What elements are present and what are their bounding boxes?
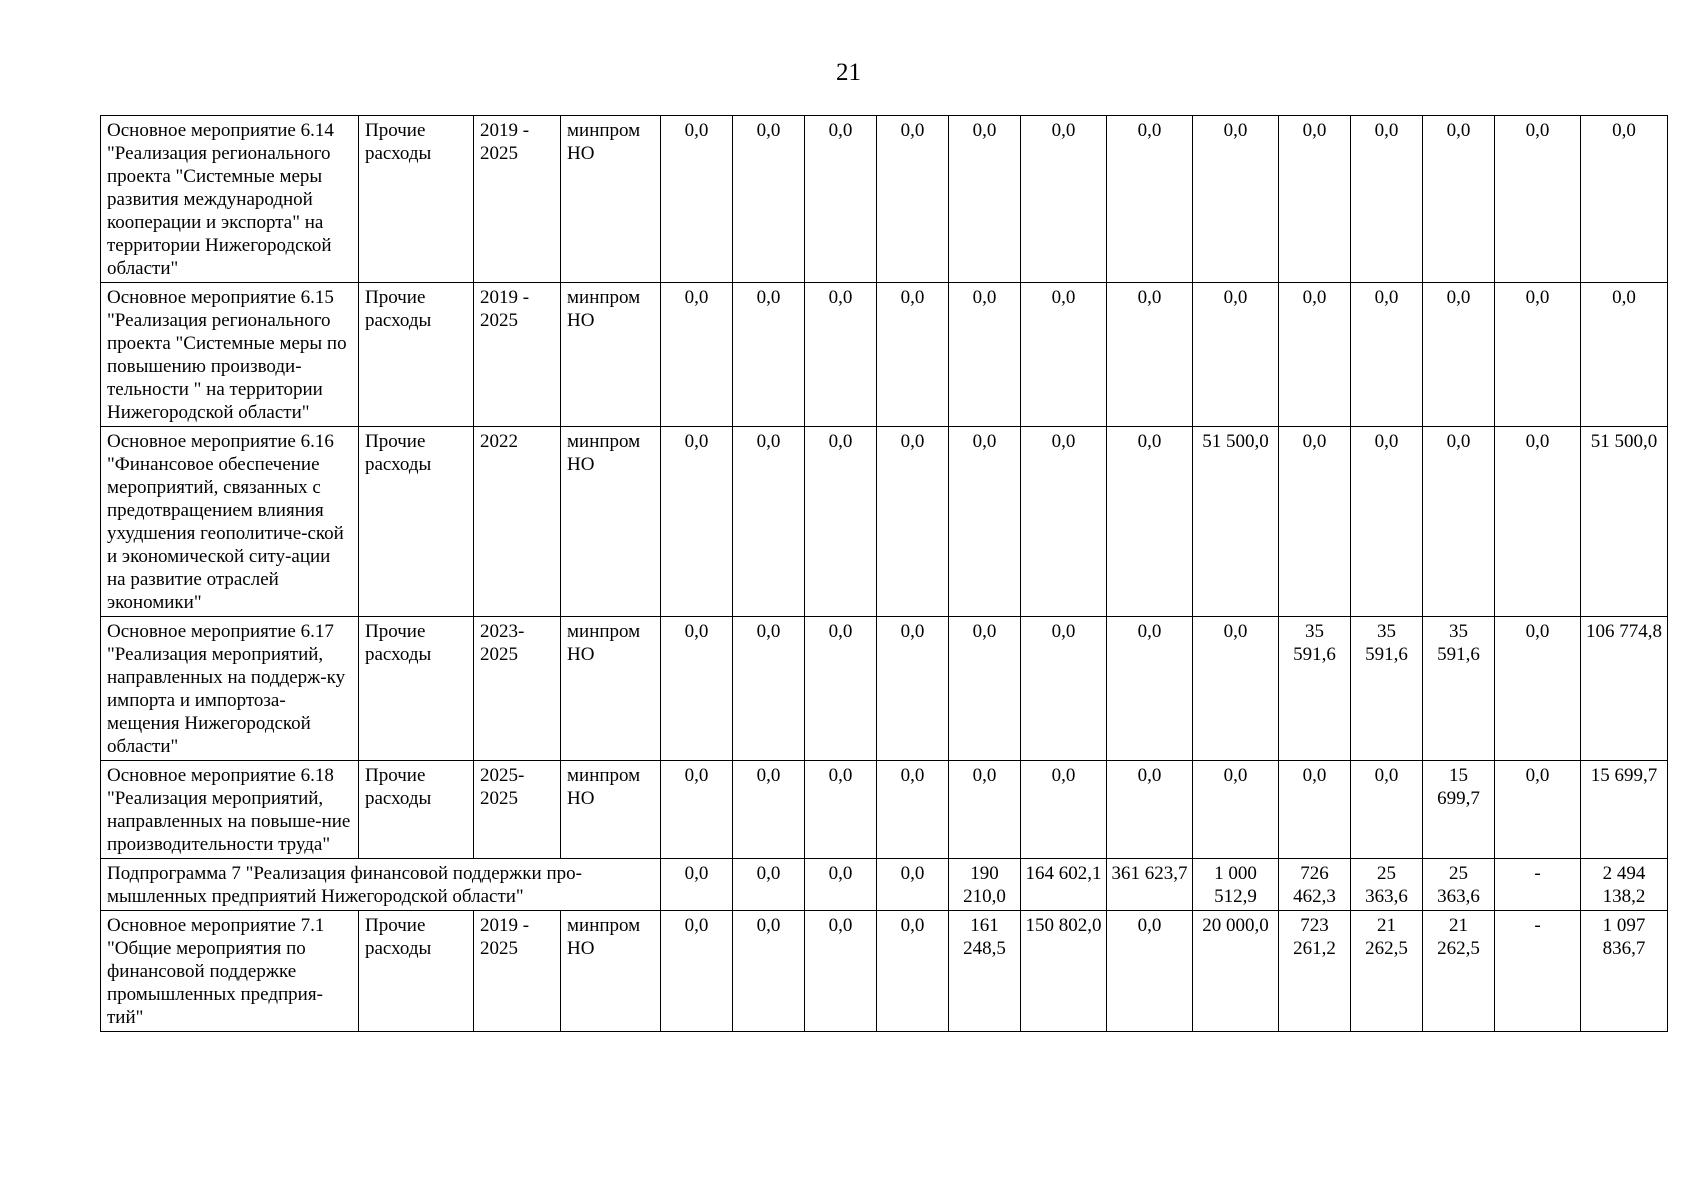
value-cell: 21 262,5 <box>1351 911 1423 1032</box>
value-cell: 35 591,6 <box>1351 617 1423 761</box>
value-cell: 361 623,7 <box>1107 859 1193 911</box>
value-cell: 1 000 512,9 <box>1193 859 1279 911</box>
expense-category-cell: Прочие расходы <box>359 761 474 859</box>
activity-name-cell: Основное мероприятие 6.14 "Реализация регионального проекта "Системные меры развития международной кооперации и экспорта" на территории Нижегородской области" <box>101 116 359 283</box>
value-cell: 0,0 <box>1107 283 1193 427</box>
value-cell: 0,0 <box>1279 427 1351 617</box>
period-cell: 2019 - 2025 <box>474 116 561 283</box>
value-cell: 0,0 <box>733 859 805 911</box>
value-cell: 0,0 <box>1423 116 1495 283</box>
value-cell: 0,0 <box>1107 427 1193 617</box>
value-cell: 723 261,2 <box>1279 911 1351 1032</box>
value-cell: 0,0 <box>877 911 949 1032</box>
value-cell: 0,0 <box>1581 283 1668 427</box>
period-cell: 2019 - 2025 <box>474 911 561 1032</box>
value-cell: 0,0 <box>805 116 877 283</box>
value-cell: 0,0 <box>1107 617 1193 761</box>
value-cell: 106 774,8 <box>1581 617 1668 761</box>
value-cell: 0,0 <box>805 617 877 761</box>
value-cell: 0,0 <box>805 859 877 911</box>
value-cell: 0,0 <box>1021 761 1107 859</box>
value-cell: 164 602,1 <box>1021 859 1107 911</box>
value-cell: 51 500,0 <box>1193 427 1279 617</box>
value-cell: 0,0 <box>1021 617 1107 761</box>
value-cell: 161 248,5 <box>949 911 1021 1032</box>
value-cell: 0,0 <box>661 116 733 283</box>
value-cell: 0,0 <box>1193 283 1279 427</box>
value-cell: 0,0 <box>805 427 877 617</box>
table-row <box>101 427 1668 617</box>
value-cell: 0,0 <box>661 761 733 859</box>
activity-name-cell: Основное мероприятие 7.1 "Общие мероприятия по финансовой поддержке промышленных предприя-тий" <box>101 911 359 1032</box>
value-cell: 0,0 <box>1495 427 1581 617</box>
executor-cell: минпром НО <box>561 116 661 283</box>
value-cell: 25 363,6 <box>1351 859 1423 911</box>
value-cell: 0,0 <box>733 427 805 617</box>
period-cell: 2019 - 2025 <box>474 283 561 427</box>
value-cell: 0,0 <box>1021 283 1107 427</box>
value-cell: 2 494 138,2 <box>1581 859 1668 911</box>
executor-cell: минпром НО <box>561 911 661 1032</box>
value-cell: 0,0 <box>1581 116 1668 283</box>
expense-category-cell: Прочие расходы <box>359 427 474 617</box>
expense-category-cell: Прочие расходы <box>359 911 474 1032</box>
value-cell: 0,0 <box>733 911 805 1032</box>
value-cell: 0,0 <box>1351 283 1423 427</box>
value-cell: 0,0 <box>949 116 1021 283</box>
table-row <box>101 911 1668 1032</box>
table-row <box>101 761 1668 859</box>
value-cell: 0,0 <box>1423 427 1495 617</box>
value-cell: 0,0 <box>1021 116 1107 283</box>
value-cell: 0,0 <box>1495 761 1581 859</box>
activity-name-cell: Основное мероприятие 6.16 "Финансовое обеспечение мероприятий, связанных с предотвращением влияния ухудшения геополитиче-ской и экономической ситу-ации на развитие отраслей экономики" <box>101 427 359 617</box>
subprogram-name-cell: Подпрограмма 7 "Реализация финансовой поддержки про-мышленных предприятий Нижегородской области" <box>101 859 661 911</box>
value-cell: 726 462,3 <box>1279 859 1351 911</box>
executor-cell: минпром НО <box>561 617 661 761</box>
value-cell: 0,0 <box>877 427 949 617</box>
value-cell: 0,0 <box>949 427 1021 617</box>
value-cell: 0,0 <box>661 617 733 761</box>
value-cell: 0,0 <box>1107 761 1193 859</box>
value-cell: 0,0 <box>877 283 949 427</box>
value-cell: 0,0 <box>877 859 949 911</box>
value-cell: 0,0 <box>805 283 877 427</box>
value-cell: 0,0 <box>661 859 733 911</box>
value-cell: 0,0 <box>661 911 733 1032</box>
value-cell: 0,0 <box>733 761 805 859</box>
value-cell: 0,0 <box>733 283 805 427</box>
table-row <box>101 617 1668 761</box>
value-cell: - <box>1495 859 1581 911</box>
value-cell: 0,0 <box>1193 617 1279 761</box>
value-cell: 0,0 <box>1107 116 1193 283</box>
value-cell: 0,0 <box>949 283 1021 427</box>
value-cell: 0,0 <box>733 617 805 761</box>
value-cell: 0,0 <box>661 427 733 617</box>
value-cell: 20 000,0 <box>1193 911 1279 1032</box>
value-cell: 21 262,5 <box>1423 911 1495 1032</box>
value-cell: 0,0 <box>877 617 949 761</box>
value-cell: 15 699,7 <box>1423 761 1495 859</box>
value-cell: 0,0 <box>1279 116 1351 283</box>
value-cell: 0,0 <box>1021 427 1107 617</box>
executor-cell: минпром НО <box>561 427 661 617</box>
expense-category-cell: Прочие расходы <box>359 283 474 427</box>
executor-cell: минпром НО <box>561 283 661 427</box>
value-cell: 0,0 <box>1279 283 1351 427</box>
expense-category-cell: Прочие расходы <box>359 617 474 761</box>
value-cell: - <box>1495 911 1581 1032</box>
value-cell: 1 097 836,7 <box>1581 911 1668 1032</box>
value-cell: 0,0 <box>1495 283 1581 427</box>
value-cell: 0,0 <box>877 116 949 283</box>
table-row <box>101 283 1668 427</box>
value-cell: 0,0 <box>805 761 877 859</box>
value-cell: 0,0 <box>1193 761 1279 859</box>
expense-category-cell: Прочие расходы <box>359 116 474 283</box>
budget-table <box>100 115 1668 1032</box>
value-cell: 150 802,0 <box>1021 911 1107 1032</box>
value-cell: 0,0 <box>1279 761 1351 859</box>
value-cell: 0,0 <box>1107 911 1193 1032</box>
value-cell: 0,0 <box>1351 761 1423 859</box>
value-cell: 15 699,7 <box>1581 761 1668 859</box>
period-cell: 2025-2025 <box>474 761 561 859</box>
value-cell: 0,0 <box>1495 116 1581 283</box>
value-cell: 51 500,0 <box>1581 427 1668 617</box>
value-cell: 0,0 <box>1423 283 1495 427</box>
value-cell: 35 591,6 <box>1423 617 1495 761</box>
value-cell: 35 591,6 <box>1279 617 1351 761</box>
subprogram-row <box>101 859 1668 911</box>
value-cell: 190 210,0 <box>949 859 1021 911</box>
period-cell: 2023-2025 <box>474 617 561 761</box>
value-cell: 0,0 <box>949 761 1021 859</box>
value-cell: 0,0 <box>1351 427 1423 617</box>
executor-cell: минпром НО <box>561 761 661 859</box>
period-cell: 2022 <box>474 427 561 617</box>
value-cell: 0,0 <box>733 116 805 283</box>
value-cell: 0,0 <box>661 283 733 427</box>
value-cell: 25 363,6 <box>1423 859 1495 911</box>
value-cell: 0,0 <box>1193 116 1279 283</box>
value-cell: 0,0 <box>1495 617 1581 761</box>
value-cell: 0,0 <box>805 911 877 1032</box>
value-cell: 0,0 <box>877 761 949 859</box>
table-row <box>101 116 1668 283</box>
page-number: 21 <box>836 59 861 86</box>
activity-name-cell: Основное мероприятие 6.18 "Реализация мероприятий, направленных на повыше-ние производительности труда" <box>101 761 359 859</box>
value-cell: 0,0 <box>1351 116 1423 283</box>
value-cell: 0,0 <box>949 617 1021 761</box>
activity-name-cell: Основное мероприятие 6.15 "Реализация регионального проекта "Системные меры по повышению производи-тельности " на территории Нижегородской области" <box>101 283 359 427</box>
activity-name-cell: Основное мероприятие 6.17 "Реализация мероприятий, направленных на поддерж-ку импорта и импортоза-мещения Нижегородской области" <box>101 617 359 761</box>
